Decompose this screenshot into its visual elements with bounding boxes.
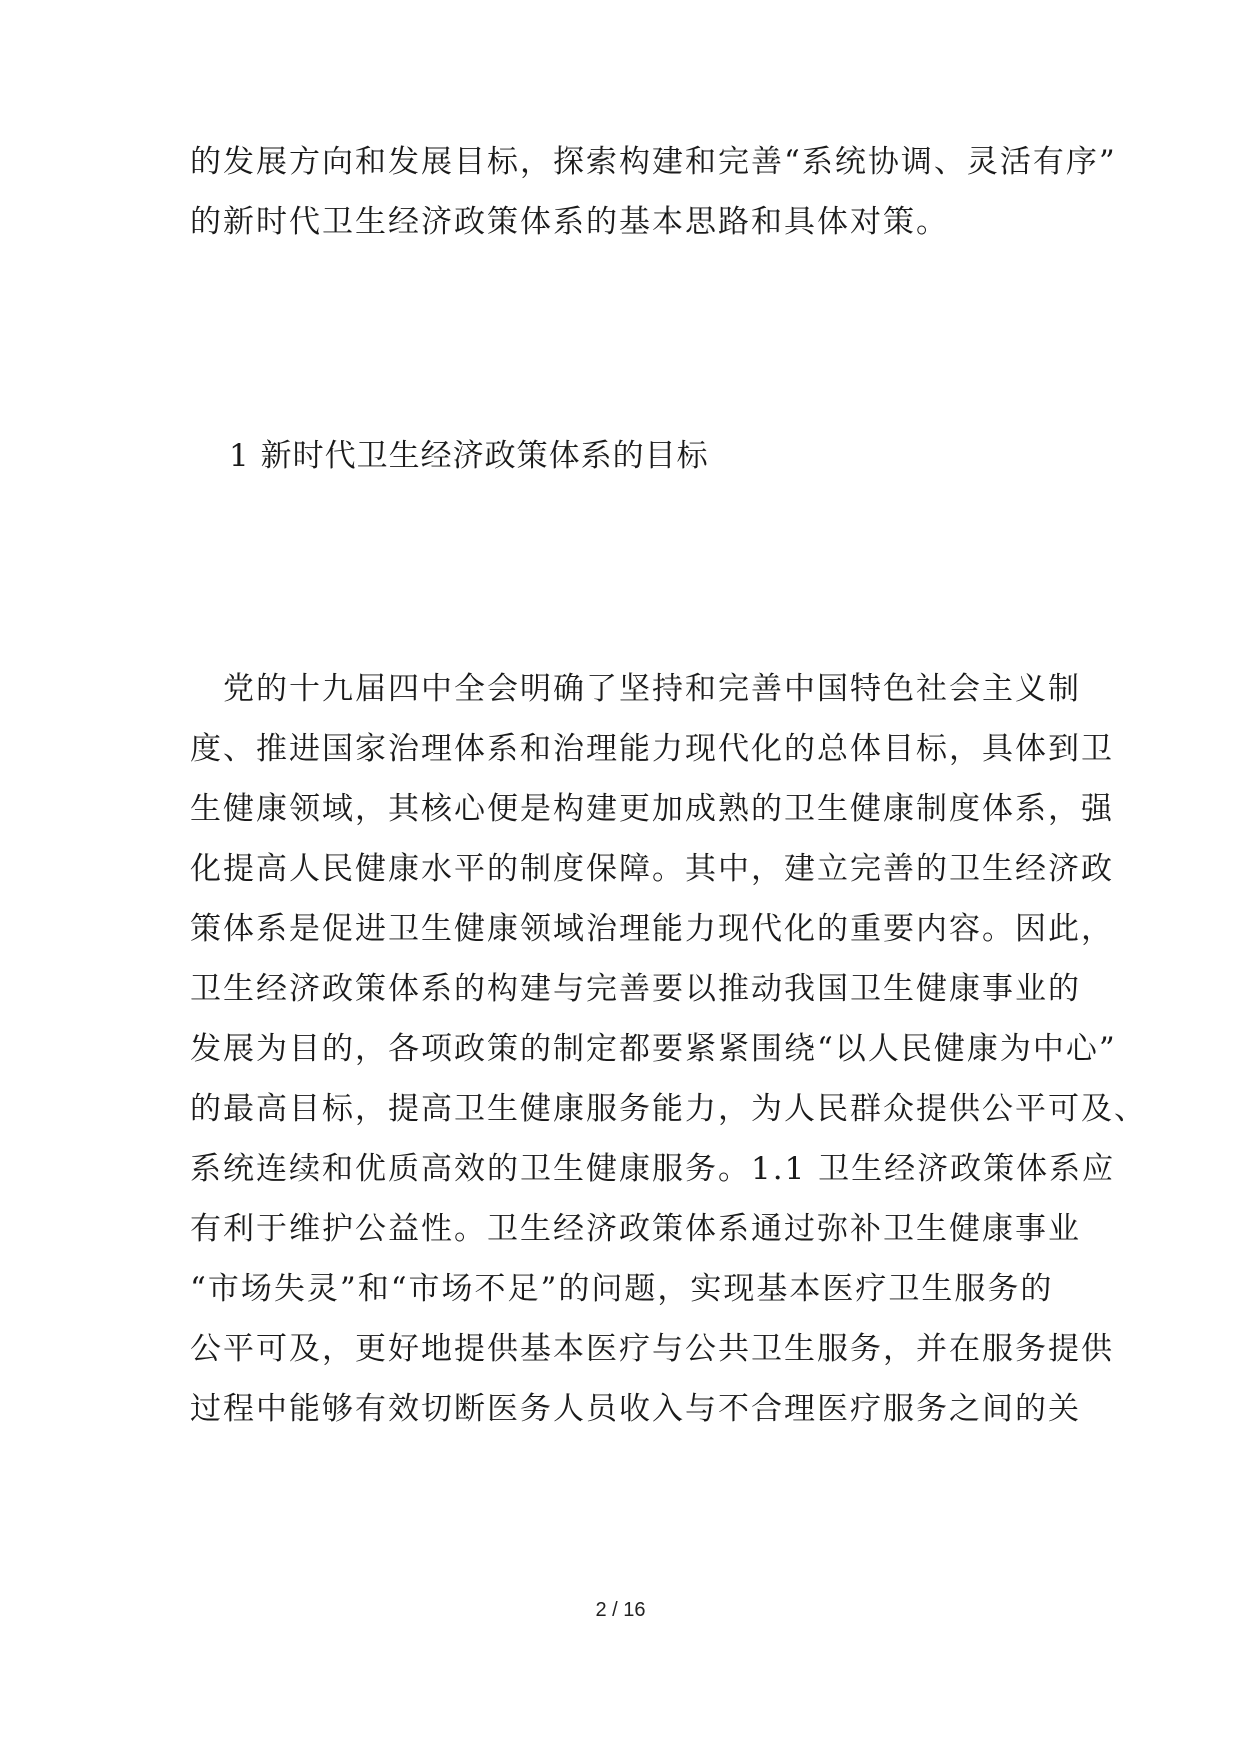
body-line: 化提高人民健康水平的制度保障。其中，建立完善的卫生经济政 bbox=[190, 851, 1114, 887]
body-line: 策体系是促进卫生健康领域治理能力现代化的重要内容。因此， bbox=[190, 911, 1114, 947]
body-line: 度、推进国家治理体系和治理能力现代化的总体目标，具体到卫 bbox=[190, 731, 1114, 767]
intro-line: 的发展方向和发展目标，探索构建和完善“系统协调、灵活有序” bbox=[190, 144, 1117, 180]
body-line: 的最高目标，提高卫生健康服务能力，为人民群众提供公平可及、 bbox=[190, 1091, 1147, 1127]
body-line: 发展为目的，各项政策的制定都要紧紧围绕“以人民健康为中心” bbox=[190, 1031, 1117, 1067]
body-line: 生健康领域，其核心便是构建更加成熟的卫生健康制度体系，强 bbox=[190, 791, 1114, 827]
body-line: 系统连续和优质高效的卫生健康服务。1.1 卫生经济政策体系应 bbox=[190, 1151, 1116, 1187]
body-line: 卫生经济政策体系的构建与完善要以推动我国卫生健康事业的 bbox=[190, 971, 1081, 1007]
body-line: “市场失灵”和“市场不足”的问题，实现基本医疗卫生服务的 bbox=[190, 1271, 1054, 1307]
intro-line: 的新时代卫生经济政策体系的基本思路和具体对策。 bbox=[190, 204, 949, 240]
body-line: 党的十九届四中全会明确了坚持和完善中国特色社会主义制 bbox=[190, 671, 1081, 707]
section-heading: 1 新时代卫生经济政策体系的目标 bbox=[229, 438, 709, 474]
body-line: 有利于维护公益性。卫生经济政策体系通过弥补卫生健康事业 bbox=[190, 1211, 1081, 1247]
page-number: 2 / 16 bbox=[595, 1599, 646, 1621]
body-line: 公平可及，更好地提供基本医疗与公共卫生服务，并在服务提供 bbox=[190, 1331, 1114, 1367]
body-line: 过程中能够有效切断医务人员收入与不合理医疗服务之间的关 bbox=[190, 1391, 1081, 1427]
